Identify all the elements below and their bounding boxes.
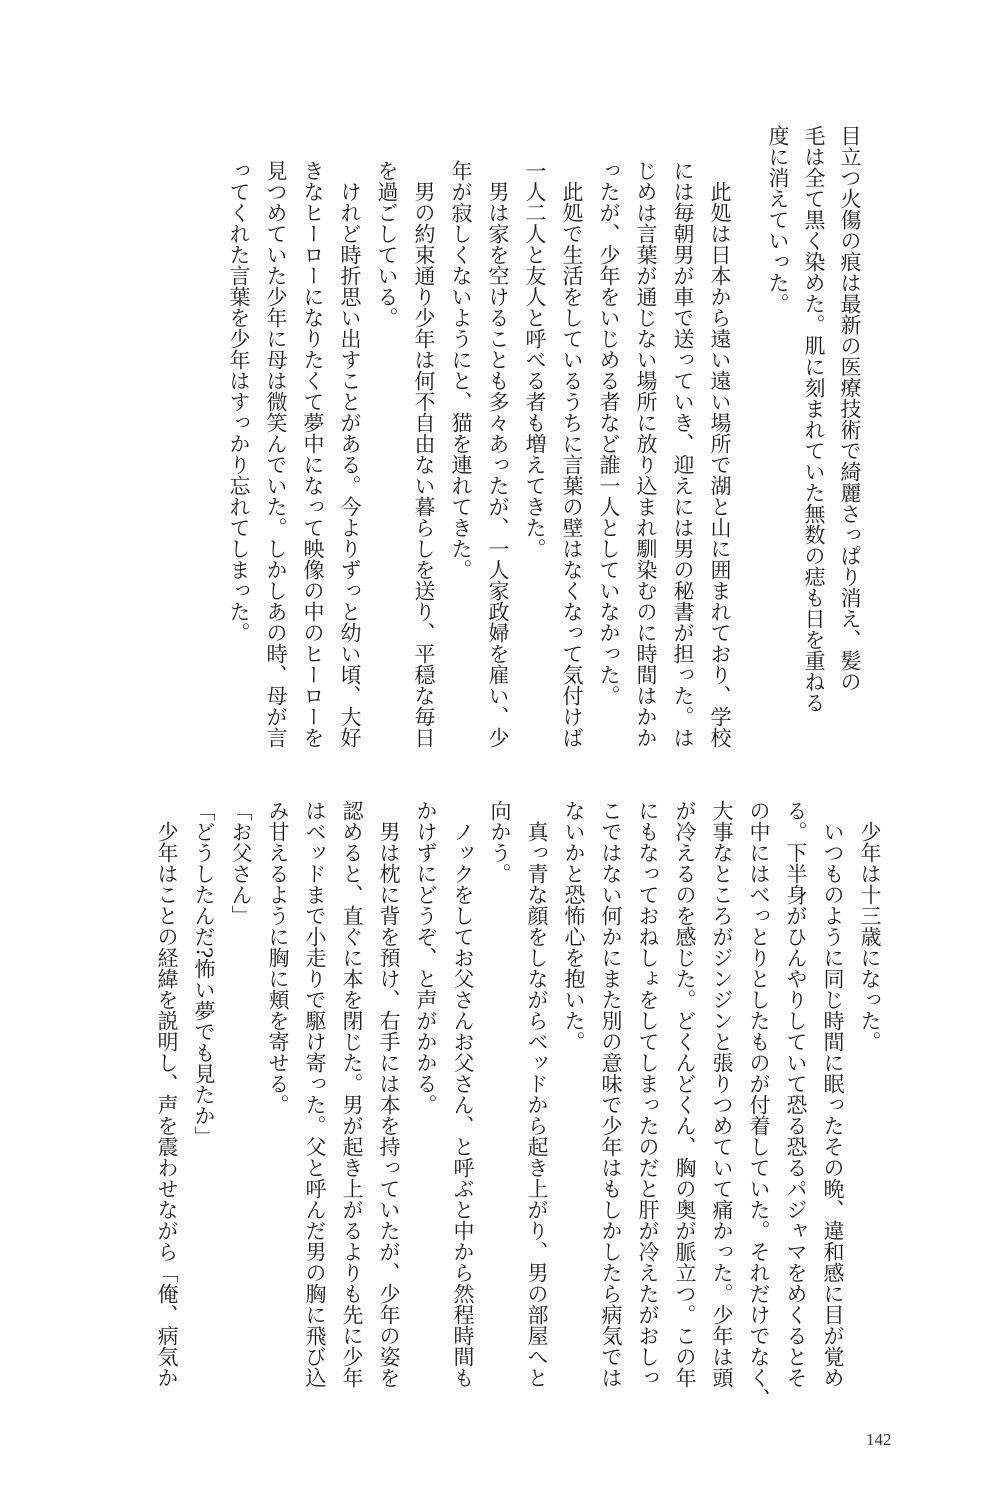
text-line: 認めると、直ぐに本を閉じた。男が起き上がるよりも先に少年 xyxy=(340,800,364,1388)
text-line: を過ごしている。 xyxy=(375,160,399,328)
text-line: 一人二人と友人と呼べる者も増えてきた。 xyxy=(523,160,547,559)
text-line: 男の約束通り少年は何不自由ない暮らしを送り、平穏な毎日 xyxy=(412,181,436,748)
text-line: 大事なところがジンジンと張りつめていて痛かった。少年は頭 xyxy=(710,800,734,1388)
text-line: 度に消えていった。 xyxy=(766,125,790,314)
text-line: こではない何かにまた別の意味で少年はもしかしたら病気では xyxy=(599,800,623,1388)
text-line: の中にはべっとりとしたものが付着していた。それだけでなく、 xyxy=(747,800,771,1409)
text-line: ってくれた言葉を少年はすっかり忘れてしまった。 xyxy=(227,160,251,643)
text-block-bottom xyxy=(148,800,888,1409)
text-line: には毎朝男が車で送っていき、迎えには男の秘書が担った。は xyxy=(671,160,695,748)
text-line: み甘えるように胸に頬を寄せる。 xyxy=(266,800,290,1115)
text-line: じめは言葉が通じない場所に放り込まれ馴染むのに時間はかか xyxy=(634,160,658,748)
text-line: 「どうしたんだ?怖い夢でも見たか」 xyxy=(192,800,216,1148)
text-line: にもなっておねしょをしてしまったのだと肝が冷えたがおしっ xyxy=(636,800,660,1388)
text-line: 「お父さん」 xyxy=(229,800,253,926)
text-line: が冷えるのを感じた。どくんどくん、胸の奥が脈立つ。この年 xyxy=(673,800,697,1388)
text-line: けれど時折思い出すことがある。今よりずっと幼い頃、大好 xyxy=(338,181,362,748)
text-line: 見つめていた少年に母は微笑んでいた。しかしあの時、母が言 xyxy=(264,160,288,748)
text-line: 少年は十三歳になった。 xyxy=(858,821,882,1052)
text-line: きなヒーローになりたくて夢中になって映像の中のヒーローを xyxy=(301,160,325,748)
text-line: 毛は全て黒く染めた。肌に刻まれていた無数の痣も日を重ねる xyxy=(802,125,826,713)
text-block-top xyxy=(220,160,738,748)
text-line: はベッドまで小走りで駆け寄った。父と呼んだ男の胸に飛び込 xyxy=(303,800,327,1388)
text-line: 此処で生活をしているうちに言葉の壁はなくなって気付けば xyxy=(560,181,584,748)
text-line: 男は家を空けることも多々あったが、一人家政婦を雇い、少 xyxy=(486,181,510,748)
text-line: ったが、少年をいじめる者など誰一人としていなかった。 xyxy=(597,160,621,706)
text-line: 年が寂しくないようにと、猫を連れてきた。 xyxy=(449,160,473,580)
text-line: る。下半身がひんやりしていて恐る恐るパジャマをめくるとそ xyxy=(784,800,808,1388)
text-line: 目立つ火傷の痕は最新の医療技術で綺麗さっぱり消え、髪の xyxy=(838,125,862,692)
text-line: ノックをしてお父さんお父さん、と呼ぶと中から然程時間も xyxy=(451,821,475,1388)
text-line: 真っ青な顔をしながらベッドから起き上がり、男の部屋へと xyxy=(525,821,549,1388)
text-block-top-intro xyxy=(760,125,868,713)
text-line: 向かう。 xyxy=(488,800,512,884)
page-number: 142 xyxy=(866,1430,892,1449)
text-line: ないかと恐怖心を抱いた。 xyxy=(562,800,586,1052)
text-line: かけずにどうぞ、と声がかかる。 xyxy=(414,800,438,1115)
text-line: 男は枕に背を預け、右手には本を持っていたが、少年の姿を xyxy=(377,821,401,1388)
text-line: 少年はことの経緯を説明し、声を震わせながら「俺、病気か xyxy=(155,821,179,1388)
text-line: いつものように同じ時間に眠ったその晩、違和感に目が覚め xyxy=(821,821,845,1388)
text-line: 此処は日本から遠い遠い場所で湖と山に囲まれており、学校 xyxy=(708,181,732,748)
